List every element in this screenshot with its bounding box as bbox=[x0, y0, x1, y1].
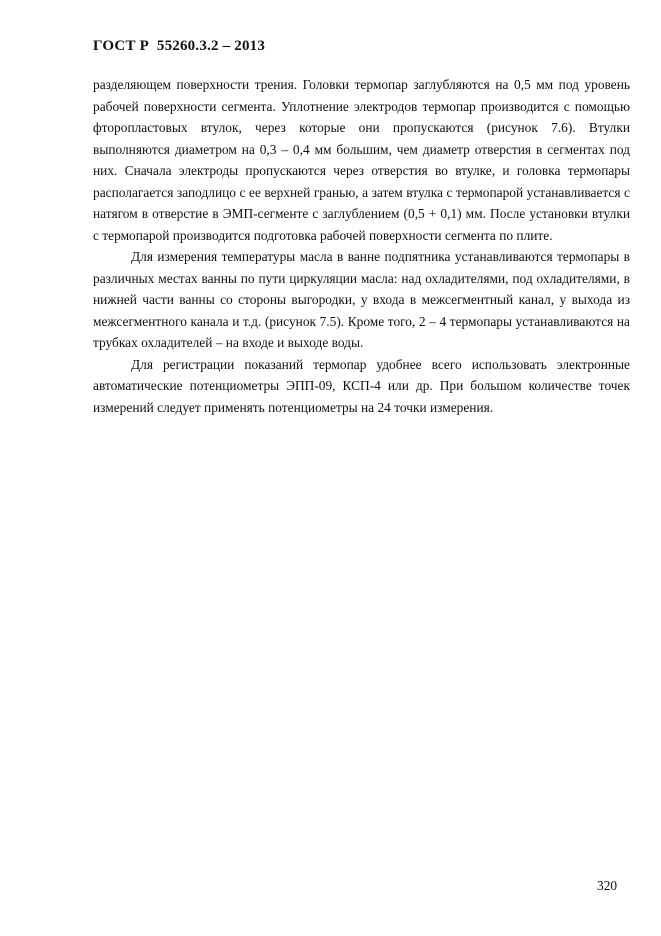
paragraph-3: Для регистрации показаний термопар удобнее всего использовать электронные автоматические потенциометры ЭПП-09, КСП-4 или др. При большом количестве точек измерений следует применять потенциометры на 24 точки измерения. bbox=[93, 356, 630, 415]
page-number: 320 bbox=[597, 878, 618, 893]
paragraph-1: разделяющем поверхности трения. Головки термопар заглубляются на 0,5 мм под уровень рабочей поверхности сегмента. Уплотнение электродов термопар производится с помощью фторопластовых втулок, через которые они пропускаются (рисунок 7.6). Втулки выполняются диаметром на 0,3 – 0,4 мм большим, чем диаметр отверстия в сегментах под них. Сначала электроды пропускаются через отверстия во втулке, и головка термопары располагается заподлицо с ее верхней гранью, а затем втулка с термопарой устанавливается с натягом в отверстие в ЭМП-сегменте с заглублением (0,5 + 0,1) мм. После установки втулки с термопарой производится подготовка рабочей поверхности сегмента по плите. bbox=[93, 77, 630, 243]
document-header: ГОСТ Р 55260.3.2 – 2013 bbox=[93, 38, 266, 54]
document-body bbox=[93, 74, 630, 418]
paragraph-2: Для измерения температуры масла в ванне подпятника устанавливаются термопары в различных местах ванны по пути циркуляции масла: над охладителями, под охладителями, в нижней части ванны со стороны выгородки, у входа в межсегментный канал, у выхода из межсегментного канала и т.д. (рисунок 7.5). Кроме того, 2 – 4 термопары устанавливаются на трубках охладителей – на входе и выходе воды. bbox=[93, 249, 630, 350]
